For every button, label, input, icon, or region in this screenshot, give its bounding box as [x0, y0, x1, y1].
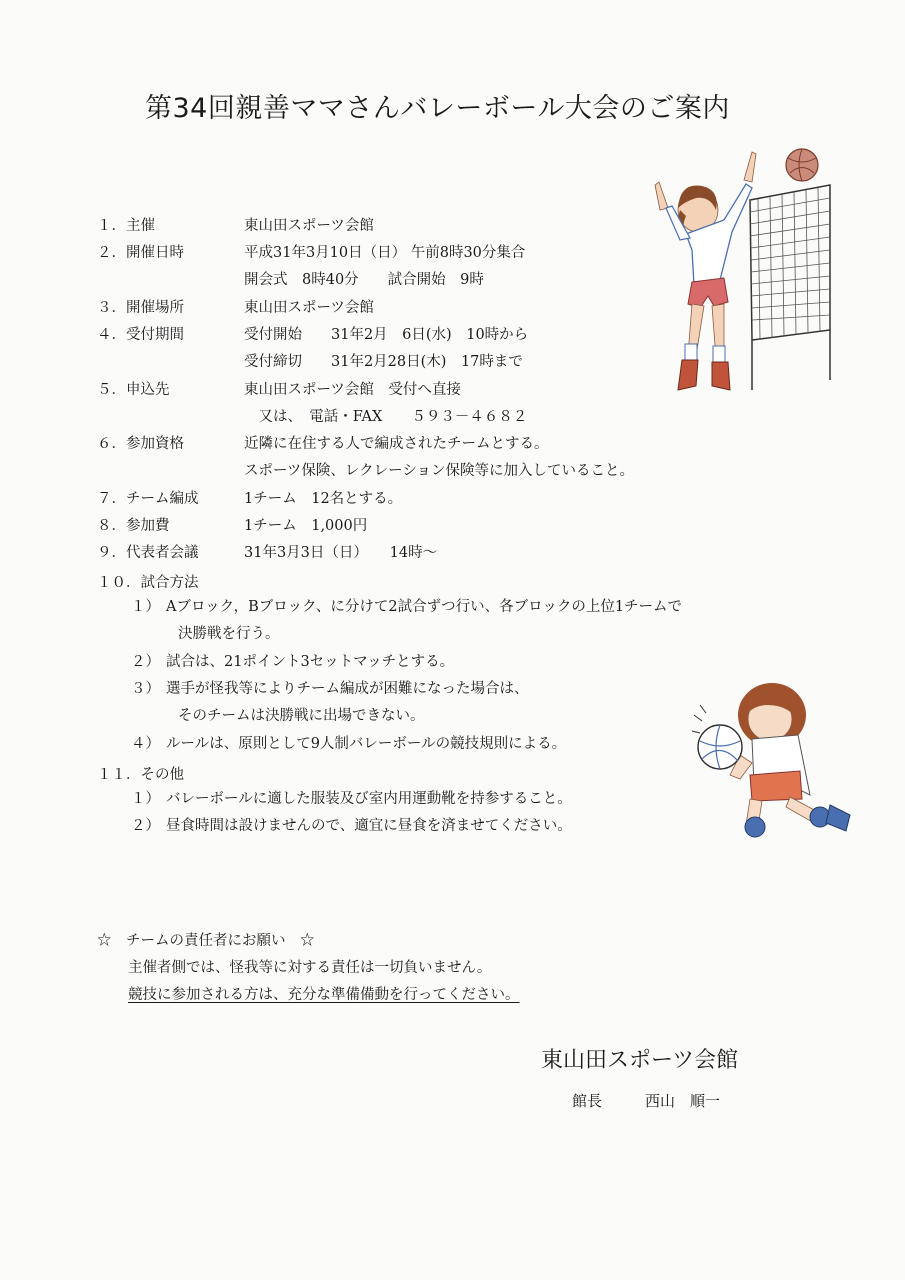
item-value: 近隣に在住する人で編成されたチームとする。	[244, 436, 549, 452]
item-number: １．	[97, 218, 126, 234]
section-10-heading: １０．試合方法	[97, 575, 199, 591]
item-value: スポーツ保険、レクレーション保険等に加入していること。	[244, 463, 635, 479]
item-number: ３．	[97, 300, 126, 316]
item-value: 開会式 8時40分 試合開始 9時	[244, 272, 484, 288]
organization-name: 東山田スポーツ会館	[541, 1048, 739, 1073]
item-value: 1チーム 1,000円	[244, 518, 368, 534]
item-label: 主催	[126, 218, 155, 234]
section-11-heading: １１．その他	[97, 767, 184, 783]
item-value: 平成31年3月10日（日） 午前8時30分集合	[244, 245, 526, 261]
volleyball-net-icon	[750, 185, 830, 390]
director-name: 西山 順一	[645, 1092, 721, 1110]
item-value: 受付締切 31年2月28日(木) 17時まで	[244, 354, 523, 370]
item-label: 申込先	[126, 382, 170, 398]
item-number: ２．	[97, 245, 126, 261]
item-label: 受付期間	[126, 327, 184, 343]
item-value: 31年3月3日（日） 14時～	[244, 545, 438, 561]
volleyball-icon	[692, 705, 742, 769]
point-text: 試合は、21ポイント3セットマッチとする。	[166, 654, 455, 670]
point-number: １）	[131, 791, 160, 807]
notice-line-1: 主催者側では、怪我等に対する責任は一切負いません。	[128, 960, 492, 976]
item-value: 東山田スポーツ会館 受付へ直接	[244, 382, 461, 398]
item-value: 東山田スポーツ会館	[244, 218, 374, 234]
item-number: ６．	[97, 436, 126, 452]
point-number: ３）	[131, 681, 160, 697]
receiver-player-icon	[730, 683, 850, 837]
item-label: 参加資格	[126, 436, 184, 452]
item-number: ４．	[97, 327, 126, 343]
point-text: 昼食時間は設けませんので、適宜に昼食を済ませてください。	[166, 818, 572, 834]
item-value: 又は、 電話・FAX ５９３－４６８２	[244, 409, 528, 425]
spiker-player-icon	[655, 152, 756, 390]
item-label: 代表者会議	[126, 545, 199, 561]
item-value: 1チーム 12名とする。	[244, 491, 403, 507]
item-number: ８．	[97, 518, 126, 534]
point-text: Aブロック，Bブロック、に分けて2試合ずつ行い、各ブロックの上位1チームで	[166, 599, 683, 615]
page-title: 第34回親善ママさんバレーボール大会のご案内	[145, 93, 730, 124]
point-number: ４）	[131, 736, 160, 752]
point-number: ２）	[131, 818, 160, 834]
item-number: ５．	[97, 382, 126, 398]
point-text: バレーボールに適した服装及び室内用運動靴を持参すること。	[166, 791, 572, 807]
point-text-continued: そのチームは決勝戦に出場できない。	[178, 708, 425, 724]
point-text: ルールは、原則として9人制バレーボールの競技規則による。	[166, 736, 567, 752]
point-text-continued: 決勝戦を行う。	[178, 626, 280, 642]
item-label: 開催日時	[126, 245, 184, 261]
volleyball-spiker-illustration	[640, 140, 840, 400]
item-label: 開催場所	[126, 300, 184, 316]
item-label: 参加費	[126, 518, 170, 534]
point-text: 選手が怪我等によりチーム編成が困難になった場合は、	[166, 681, 529, 697]
item-value: 東山田スポーツ会館	[244, 300, 374, 316]
item-number: ７．	[97, 491, 126, 507]
volleyball-receiver-illustration	[690, 675, 860, 850]
volleyball-icon	[786, 149, 818, 181]
point-number: ２）	[131, 654, 160, 670]
director-title: 館長	[572, 1092, 603, 1110]
item-number: ９．	[97, 545, 126, 561]
point-number: １）	[131, 599, 160, 615]
notice-line-2: 競技に参加される方は、充分な準備備動を行ってください。	[128, 987, 520, 1003]
item-label: チーム編成	[126, 491, 199, 507]
notice-heading: ☆ チームの責任者にお願い ☆	[97, 933, 315, 949]
item-value: 受付開始 31年2月 6日(水) 10時から	[244, 327, 529, 343]
